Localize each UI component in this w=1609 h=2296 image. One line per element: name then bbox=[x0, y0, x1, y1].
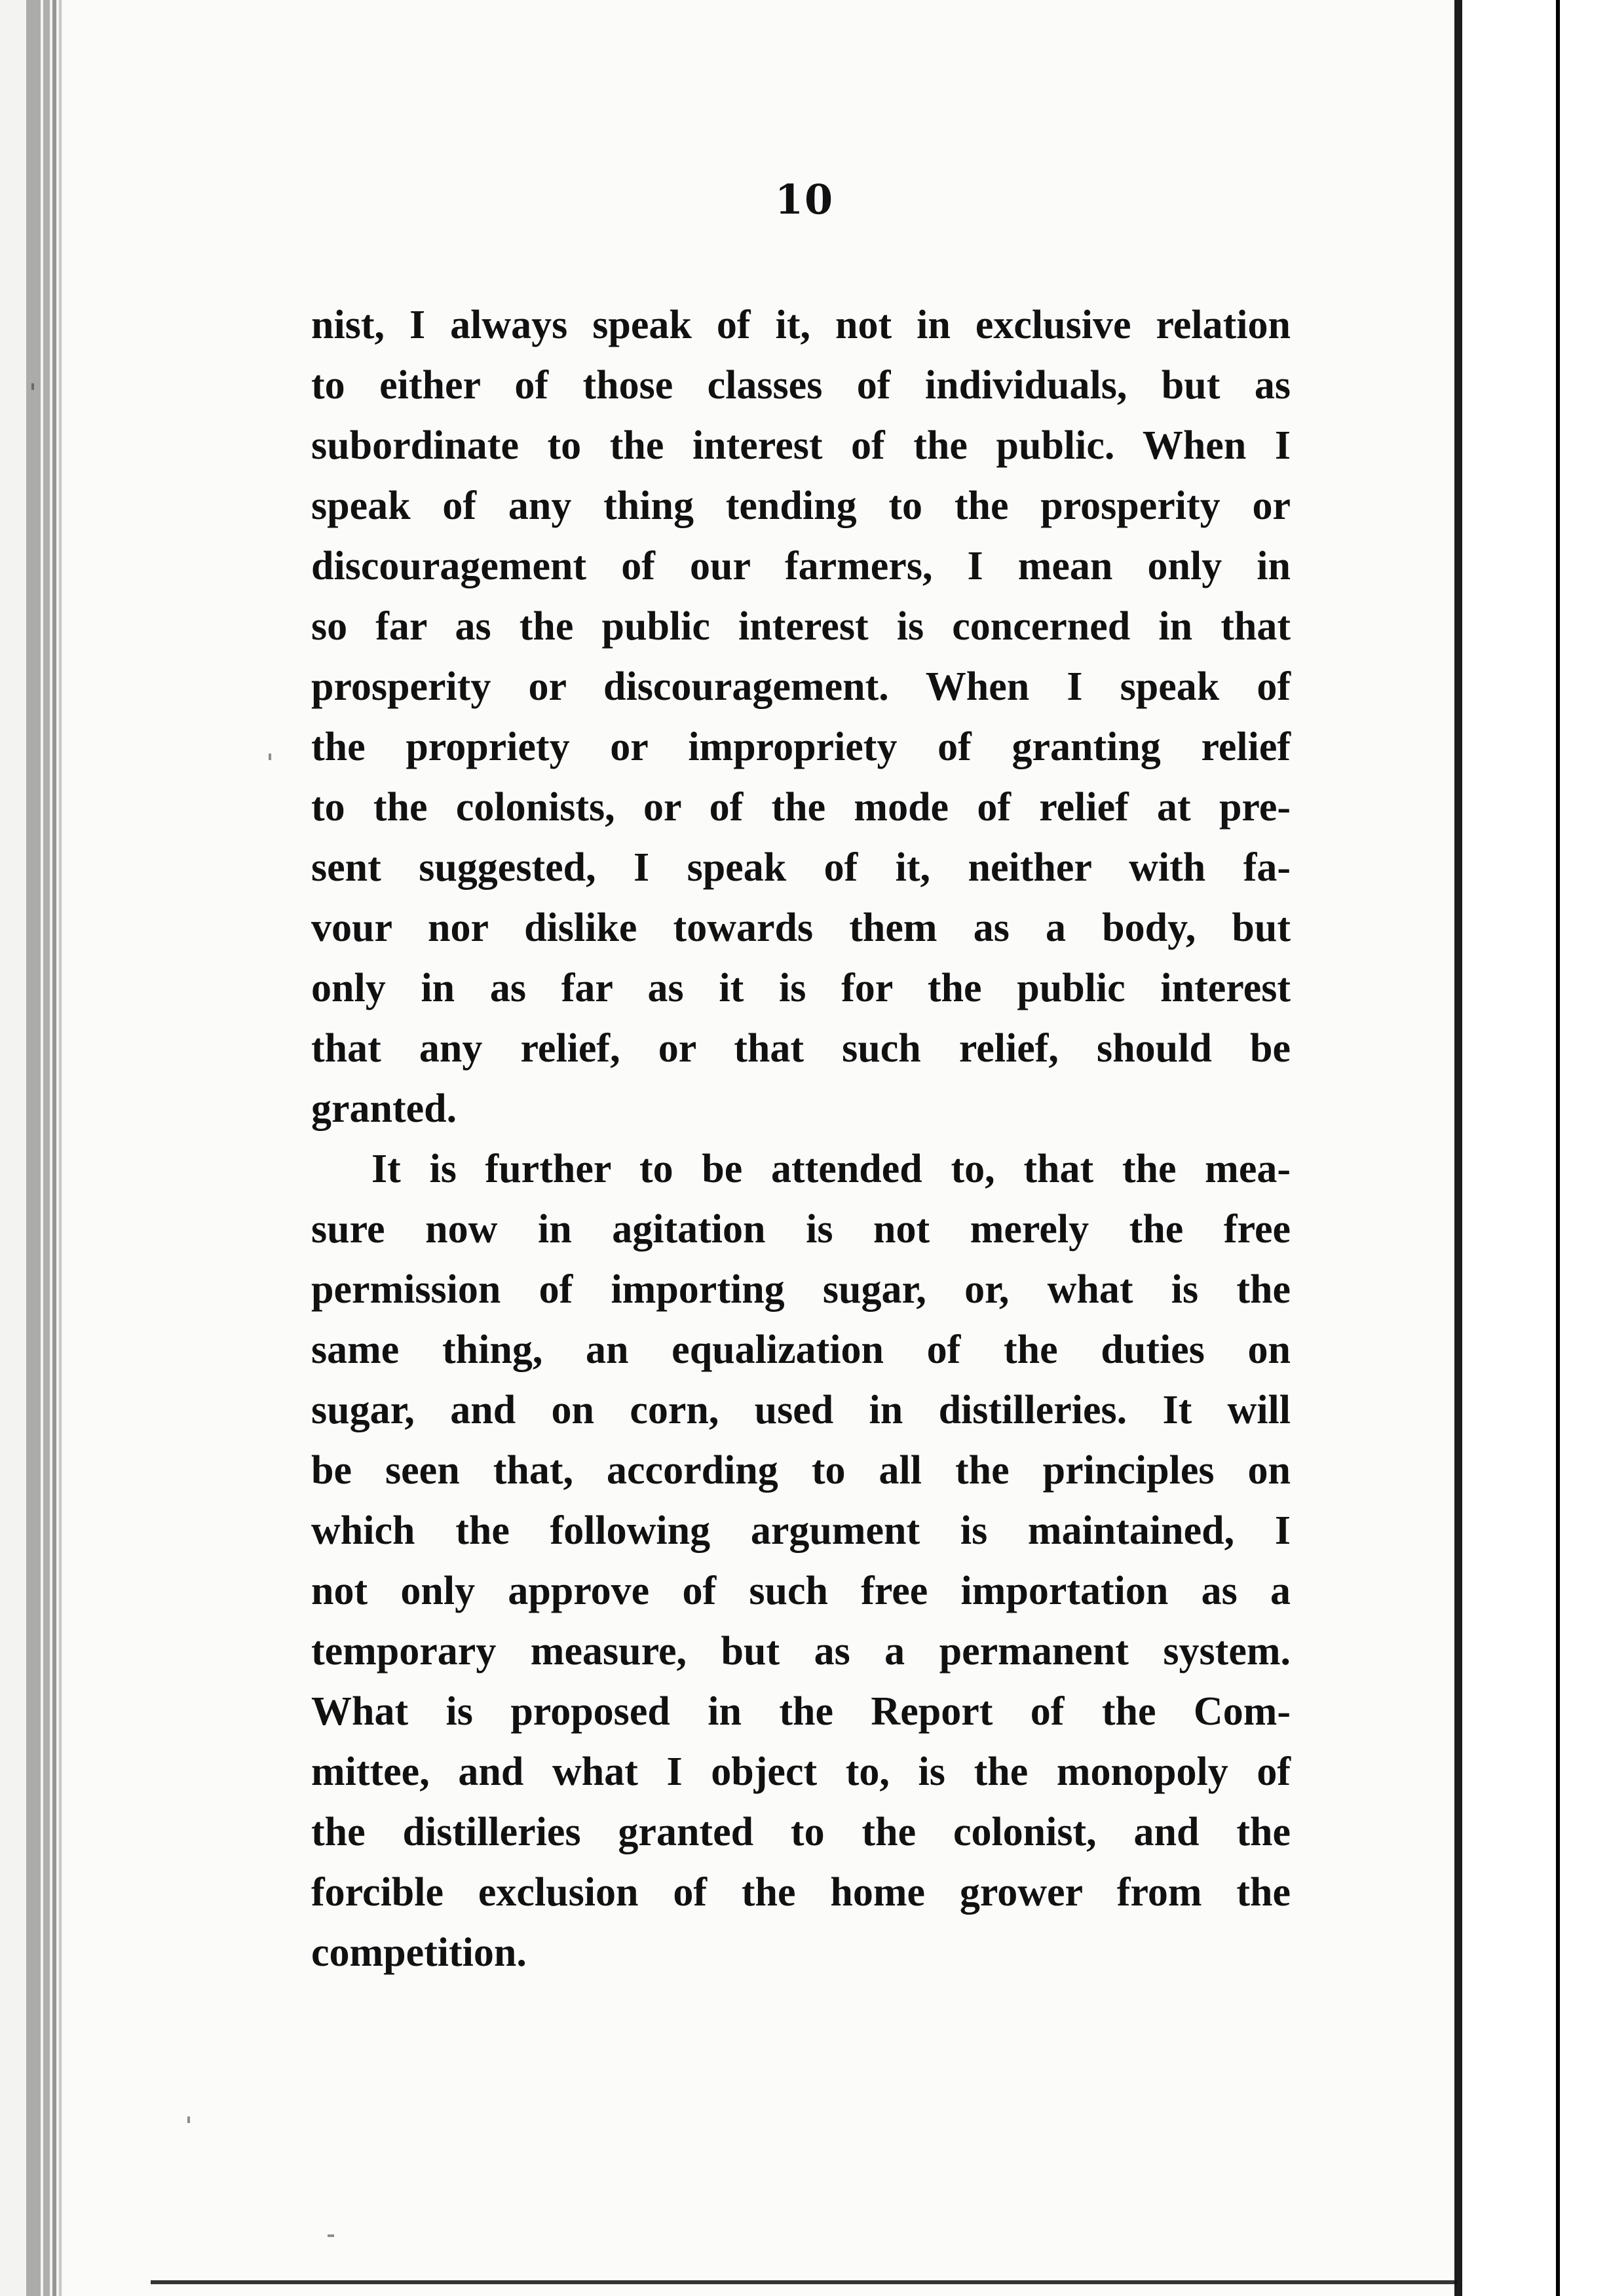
page-bottom-edge bbox=[151, 2280, 1458, 2284]
text-line: same thing, an equalization of the duties on bbox=[311, 1328, 1291, 1372]
text-line: the distilleries granted to the colonist, and the bbox=[311, 1810, 1291, 1854]
text-line: to either of those classes of individuals, but as bbox=[311, 363, 1291, 408]
binding-shadow bbox=[26, 0, 41, 2296]
page-number: 10 bbox=[774, 176, 835, 223]
scan-speck bbox=[31, 383, 34, 390]
text-line: speak of any thing tending to the prosperity or bbox=[311, 484, 1291, 528]
text-line: which the following argument is maintained, I bbox=[311, 1508, 1291, 1553]
text-line: sugar, and on corn, used in distilleries. It will bbox=[311, 1388, 1291, 1432]
text-line: not only approve of such free importation as a bbox=[311, 1569, 1291, 1613]
binding-shadow bbox=[59, 0, 62, 2296]
text-line: prosperity or discouragement. When I speak of bbox=[311, 664, 1291, 709]
text-line: that any relief, or that such relief, should be bbox=[311, 1026, 1291, 1071]
text-line: What is proposed in the Report of the Com- bbox=[311, 1689, 1291, 1734]
page-right-edge bbox=[1454, 0, 1462, 2296]
binding-shadow bbox=[43, 0, 50, 2296]
binding-shadow bbox=[52, 0, 56, 2296]
text-line: forcible exclusion of the home grower from the bbox=[311, 1870, 1291, 1915]
text-line: so far as the public interest is concerned in that bbox=[311, 604, 1291, 649]
margin-strip bbox=[1462, 0, 1609, 2296]
paragraph bbox=[311, 1139, 1291, 1983]
scan-speck bbox=[269, 754, 271, 760]
scan-speck bbox=[187, 2116, 190, 2123]
text-line: the propriety or impropriety of granting relief bbox=[311, 725, 1291, 769]
text-line: It is further to be attended to, that the mea- bbox=[371, 1147, 1291, 1191]
text-line: competition. bbox=[311, 1930, 527, 1975]
text-line: mittee, and what I object to, is the monopoly of bbox=[311, 1750, 1291, 1794]
text-line: sent suggested, I speak of it, neither with fa- bbox=[311, 845, 1291, 890]
paragraph bbox=[311, 295, 1291, 1139]
text-line: subordinate to the interest of the public. When I bbox=[311, 423, 1291, 468]
scan-speck bbox=[328, 2234, 334, 2237]
text-line: permission of importing sugar, or, what is the bbox=[311, 1267, 1291, 1312]
text-line: temporary measure, but as a permanent system. bbox=[311, 1629, 1291, 1674]
text-line: sure now in agitation is not merely the free bbox=[311, 1207, 1291, 1252]
text-line: nist, I always speak of it, not in exclusive relation bbox=[311, 303, 1291, 347]
body-text bbox=[311, 295, 1291, 1983]
text-line: vour nor dislike towards them as a body, but bbox=[311, 906, 1291, 950]
text-line: to the colonists, or of the mode of relief at pre- bbox=[311, 785, 1291, 830]
text-line: only in as far as it is for the public interest bbox=[311, 966, 1291, 1010]
text-line: granted. bbox=[311, 1086, 457, 1131]
text-line: be seen that, according to all the principles on bbox=[311, 1448, 1291, 1493]
text-line: discouragement of our farmers, I mean only in bbox=[311, 544, 1291, 588]
border-rule bbox=[1556, 0, 1560, 2296]
